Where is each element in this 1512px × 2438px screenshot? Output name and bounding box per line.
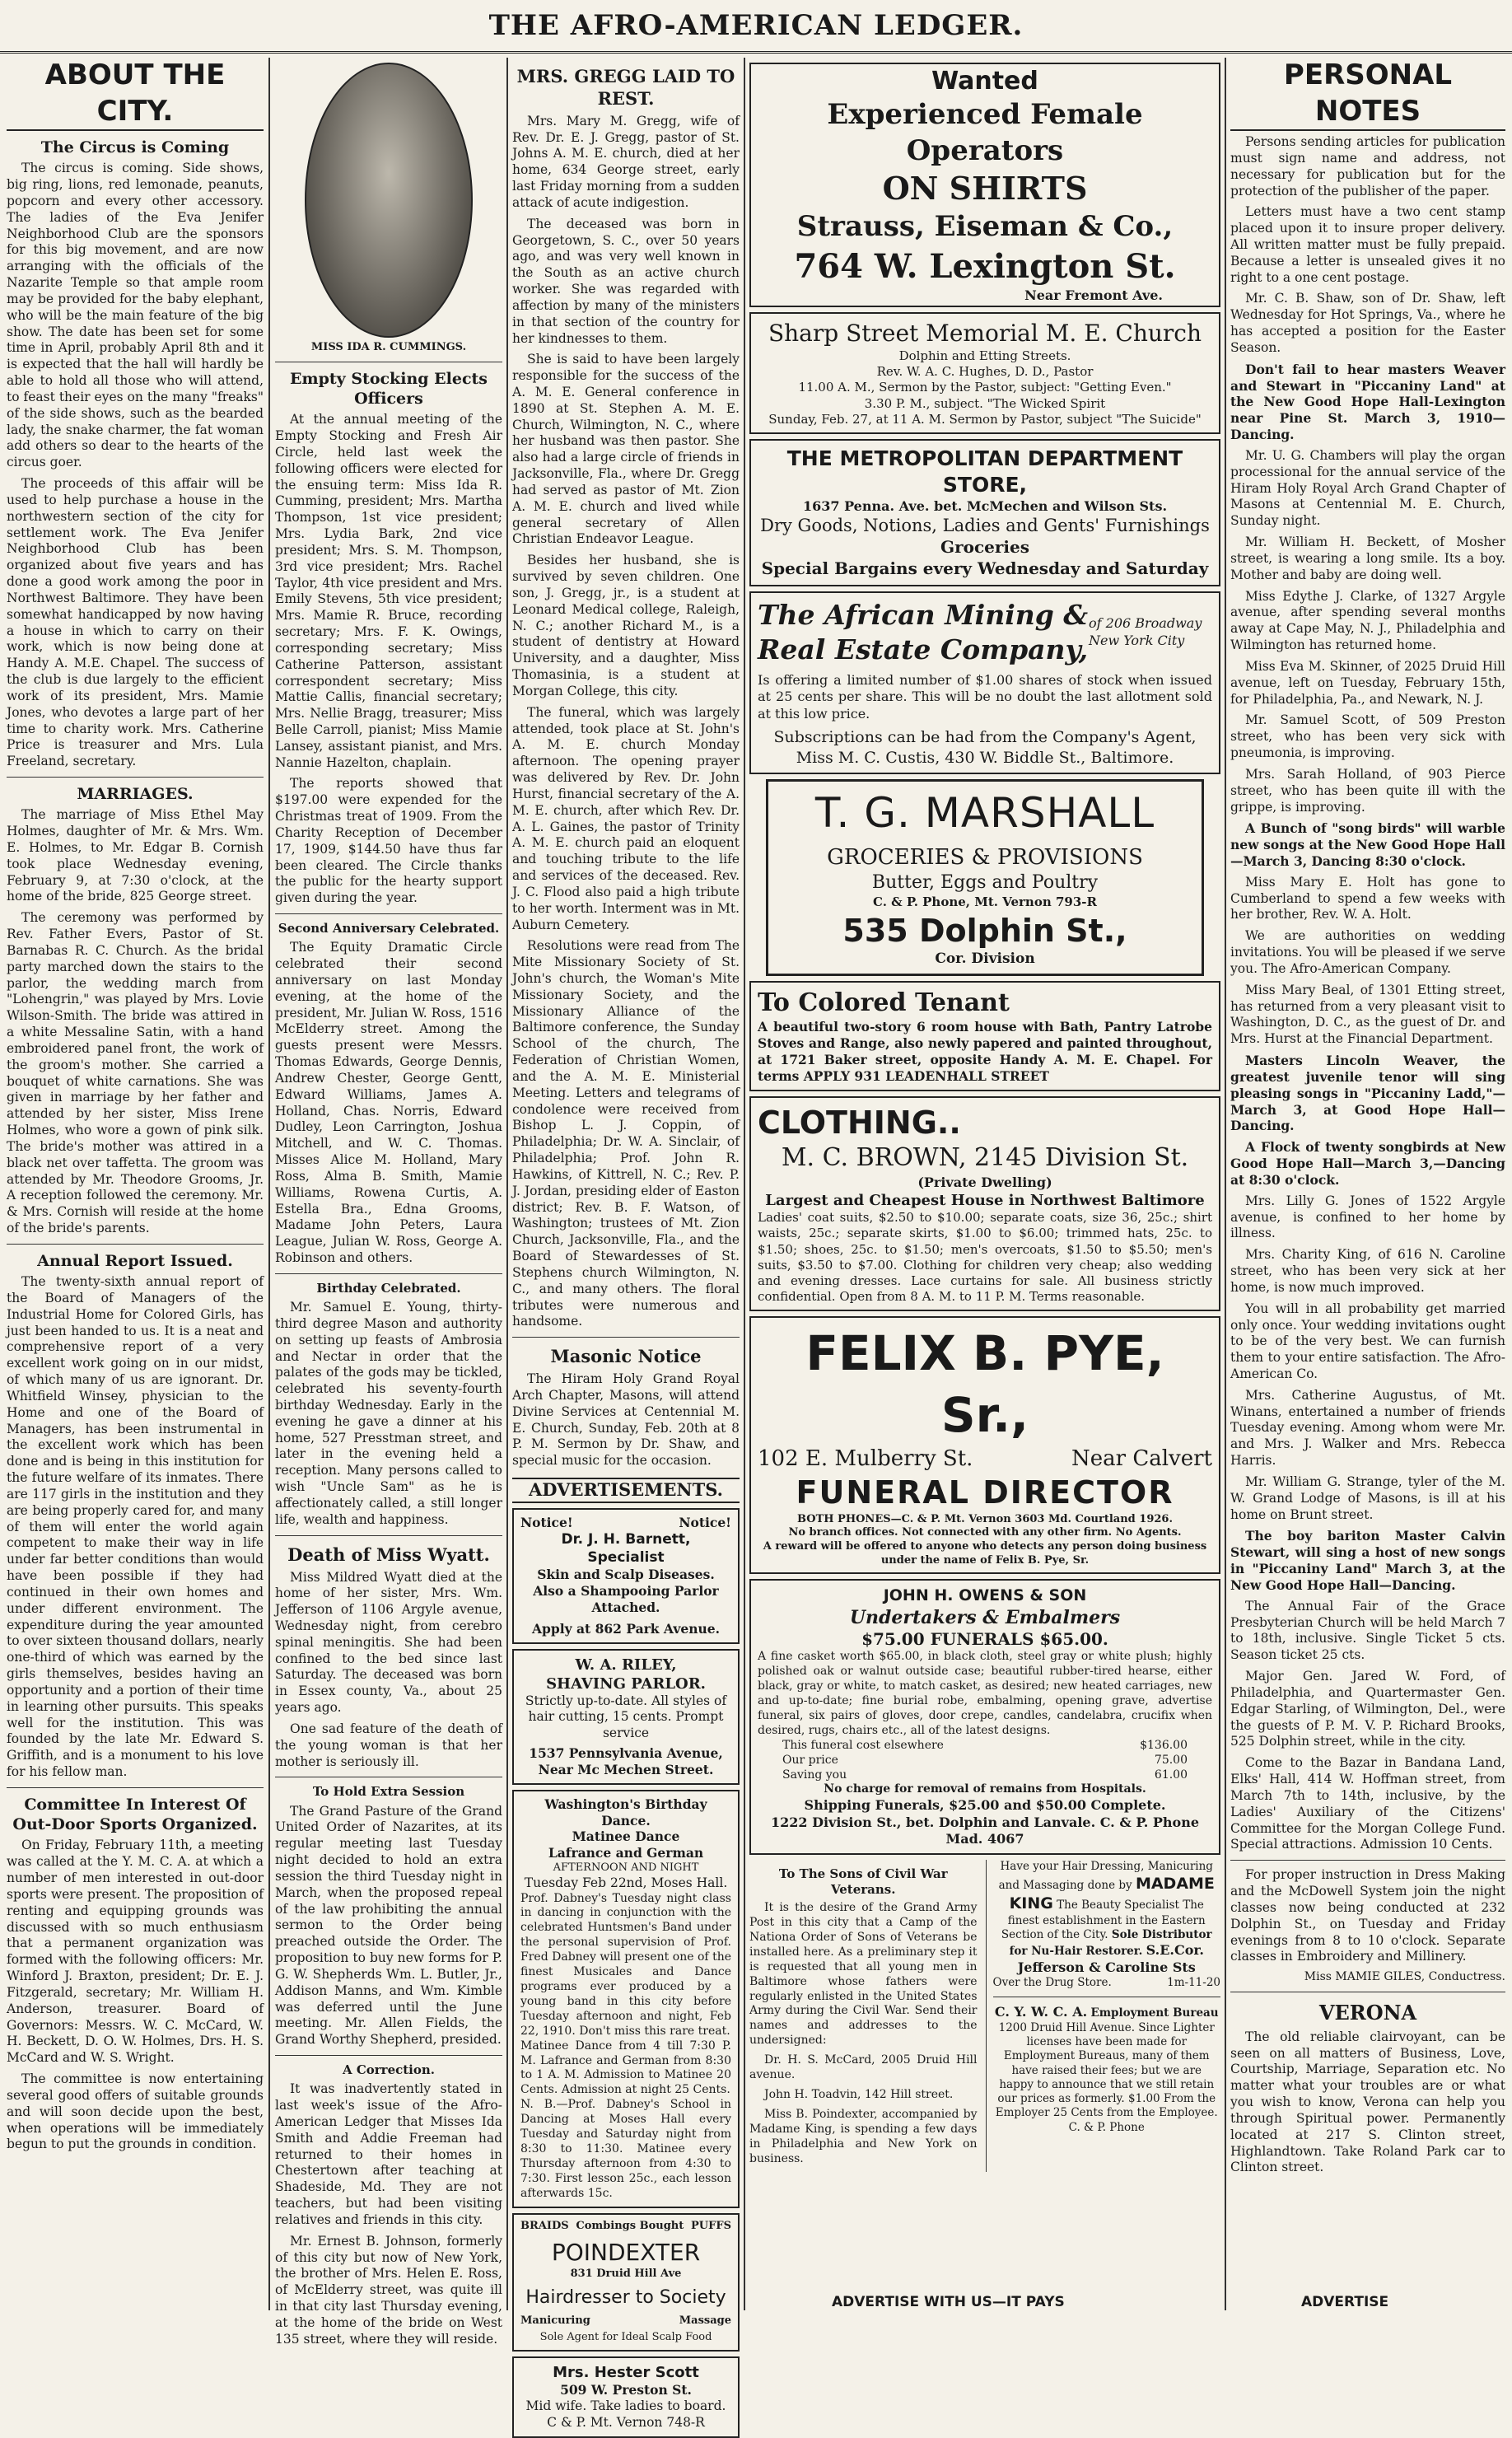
ywca-title: C. Y. W. C. A. — [994, 2004, 1088, 2020]
stocking-paragraph: The reports showed that $197.00 were expended for the Christmas treat of 1909. From the Charity Reception of December 17, 1909, $144.50 have thus far been cleared. The Circle thanks the public for the hearty support given during the year. — [275, 776, 502, 906]
barnett-ad — [512, 1508, 740, 1644]
owens-price: $75.00 FUNERALS $65.00. — [861, 1628, 1108, 1649]
owens-name: JOHN H. OWENS & SON — [883, 1586, 1087, 1605]
metropolitan-line: Dry Goods, Notions, Ladies and Gents' Furnishings — [760, 516, 1210, 536]
king-top: Have your Hair Dressing, Manicuring and Massaging done by — [998, 1859, 1213, 1892]
column-society — [275, 58, 502, 2347]
pye-address: 102 E. Mulberry St. — [758, 1446, 973, 1471]
poindexter-address: 831 Druid Hill Ave — [570, 2268, 682, 2281]
personal-note: Mr. William H. Beckett, of Mosher street, is wearing a long smile. Its a boy. Mother and baby are doing well. — [1230, 535, 1505, 582]
mining-body: Is offering a limited number of $1.00 shares of stock when issued at 25 cents per share. This will be no doubt the last allotment sold at this low price. — [758, 671, 1212, 722]
correction-paragraph: It was inadvertently stated in last week's issue of the Afro-American Ledger that Misses Ida Smith and Addie Freeman had returned to their homes in Chestertown after teaching at Shadeside, Md. They are not teachers, but had been visiting relatives and friends in this city. — [275, 2081, 502, 2227]
pye-near: Near Calvert — [1071, 1446, 1212, 1471]
dress-body: For proper instruction in Dress Making and the McDowell System join the night classes now being conducted at 232 Dolphin St., on Tuesday and Friday evenings from 8 to 10 o'clock. Separate classes in Embroidery and Millinery. — [1230, 1867, 1505, 1964]
birthday-title: Birthday Celebrated. — [316, 1280, 461, 1296]
poindexter-puffs: PUFFS — [691, 2219, 731, 2232]
portrait-photo — [305, 63, 473, 338]
marshall-phone: C. & P. Phone, Mt. Vernon 793-R — [873, 894, 1097, 910]
price-label: This funeral cost elsewhere — [782, 1738, 944, 1752]
session-paragraph: The Grand Pasture of the Grand United Order of Nazarites, at its regular meeting last Tuesday night decided to hold an extra session the third Tuesday night in March, when the proposed repeal of the law prohibiting the annual sermon to the Order being preached outside the Order. The proposition to buy new forms for P. G. W. Shepherds Wm. L. Butler, Jr., Addison Manns, and Wm. Kimble was deferred until the June meeting. Mr. Allen Fields, the Grand Worthy Shepherd, presided. — [275, 1803, 502, 2048]
marshall-line: GROCERIES & PROVISIONS — [827, 845, 1143, 871]
dance-body: Prof. Dabney's Tuesday night class in dancing in conjunction with the celebrated Huntsmen's Band under the personal supervision of Prof. Fred Dabney will present one of the finest Musicales and Dance programs ever produced by a young band in this city before Tuesday afternoon and night, Feb 22, 1910. Don't miss this rare treat. — [520, 1891, 731, 2038]
pye-title: FUNERAL DIRECTOR — [796, 1474, 1174, 1511]
veterans-line: John H. Toadvin, 142 Hill street. — [764, 2087, 954, 2101]
personal-note: The boy bariton Master Calvin Stewart, will sing a host of new songs in "Piccaniny Land" March 3, at the New Good Hope Hall—Dancing. — [1230, 1528, 1505, 1593]
veterans-line: Dr. H. S. McCard, 2005 Druid Hill avenue. — [749, 2053, 978, 2082]
advertisements-title: ADVERTISEMENTS. — [512, 1478, 740, 1503]
column-advertisements — [749, 58, 1220, 2310]
owens-line: No charge for removal of remains from Hospitals. — [824, 1782, 1146, 1796]
clothing-body: Ladies' coat suits, $2.50 to $10.00; separate coats, size 36, 25c.; shirt waists, 25c.; separate skirts, $1.00 to $6.00; trimmed hats, 25c. to $1.50; shoes, 25c. to $1.50; men's overcoats, $1.50 to $5.50; men's suits, $3.50 to $7.00. Clothing for children very cheap; also wedding and evening dresses. Lace curtains for sale. All business strictly confidential. Open from 8 A. M. to 11 P. M. Terms reasonable. — [758, 1210, 1212, 1305]
pye-name: FELIX B. PYE, Sr., — [805, 1325, 1164, 1443]
committee-title: Committee In Interest Of Out-Door Sports Organized. — [12, 1795, 258, 1834]
barnett-name: Dr. J. H. Barnett, Specialist — [561, 1530, 691, 1566]
personal-note: A Bunch of "song birds" will warble new songs at the New Good Hope Hall—March 3, Dancing 8:30 o'clock. — [1230, 820, 1505, 869]
scott-address: 509 W. Preston St. — [560, 2382, 692, 2398]
wyatt-title: Death of Miss Wyatt. — [287, 1544, 490, 1565]
personal-note: Mr. William G. Strange, tyler of the M. W. Grand Lodge of Masons, is ill at his home on Brunt street. — [1230, 1474, 1505, 1522]
metropolitan-line: 1637 Penna. Ave. bet. McMechen and Wilson Sts. — [802, 497, 1168, 514]
correction-title: A Correction. — [342, 2062, 436, 2078]
gregg-paragraph: Besides her husband, she is survived by seven children. One son, J. Gregg, jr., is a student at Leonard Medical college, Raleigh, N. C.; another Richard M., is a student of dentistry at Howard University, and a daughter, Miss Thomasinia, is a student at Morgan College, this city. — [512, 553, 740, 698]
scott-name: Mrs. Hester Scott — [553, 2364, 699, 2382]
stocking-paragraph: At the annual meeting of the Empty Stocking and Fresh Air Circle, held last week the following officers were elected for the ensuing term: Miss Ida R. Cumming, president; Mrs. Martha Thompson, 1st vice president; Mrs. Lydia Bark, 2nd vice president; Mrs. S. M. Thompson, 3rd vice president; Mrs. Rachel Taylor, 4th vice president and Mrs. Emily Stevens, 5th vice president; Mrs. Mamie R. Bruce, recording secretary; Mrs. F. K. Owings, corresponding secretary; Miss Catherine Patterson, assistant correspondent secretary; Miss Mattie Callis, financial secretary; Mrs. Nellie Bragg, treasurer; Miss Belle Carroll, pianist; Miss Mamie Lansey, assistant pianist, and Mrs. Nannie Hazelton, chaplain. — [275, 412, 502, 770]
personal-note: You will in all probability get married only once. Your wedding invitations ought to be of the very best. We can furnish them to your entire satisfaction. The Afro-American Co. — [1230, 1301, 1505, 1381]
owens-price-row — [758, 1739, 1212, 1754]
report-paragraph: The twenty-sixth annual report of the Board of Managers of the Industrial Home for Colored Girls, has just been handed to us. It is a neat and comprehensive report of a very excellent work going on in our midst, of which many of us are ignorant. Dr. Whitfield Winsey, physician to the Home and one of the Board of Managers, has been instrumental in the excellent work which has been done and is being in this institution for the future welfare of its inmates. There are 117 girls in the institution and they are being properly cared for, and many of them will enter the world again competent to make their way in life under far better conditions than would have been possible if they had continued in their own homes and under different environment. The expenditure during the year amounted to over sixteen thousand dollars, nearly one-third of which was earned by the girls themselves, besides having an opportunity and a portion of their time in learning other pursuits. This speaks well for the institution. This was founded by the late Mr. Edward S. Griffith, and is a monument to his love for his fellow man. — [7, 1274, 264, 1779]
gregg-paragraph: The deceased was born in Georgetown, S. C., over 50 years ago, and was very well known in the South as an active church worker. She was regarded with affection by many of the ministers in that section of the country for her kindnesses to them. — [512, 216, 740, 346]
church-ad — [749, 312, 1220, 434]
dance-body: Matinee Dance from 4 till 7:30 P. M. Lafrance and German from 8:30 to 1 A. M. Admission to Matinee 20 Cents. Admission at night 25 Cents. — [520, 2039, 731, 2097]
king-line: Over the Drug Store. — [992, 1976, 1112, 1990]
mining-address: of 206 Broadway — [1089, 615, 1202, 632]
operators-address: 764 W. Lexington St. — [794, 246, 1176, 286]
personal-note: Mr. Samuel Scott, of 509 Preston street, who has been very sick with pneumonia, is improving. — [1230, 712, 1505, 761]
committee-paragraph: On Friday, February 11th, a meeting was called at the Y. M. C. A. at which a number of men interested in out-door sports were present. The proposition of renting and equipping grounds was discussed with so much enthusiasm that a permanent organization was formed with the following officers: Mr. Winford J. Braxton, president; Dr. E. J. Fitzgerald, secretary; Mr. William H. Anderson, treasurer. Board of Governors: Messrs. W. C. McCard, W. H. Beckett, D. O. W. Holmes, Drs. H. S. McCard and W. S. Wright. — [7, 1838, 264, 2066]
gregg-paragraph: Resolutions were read from The Mite Missionary Society of St. John's church, the Woman's Mite Missionary Society, and the Missionary Alliance of the Baltimore conference, the Sunday School of the church, The Federation of Christian Women, and the A. M. E. Ministerial Meeting. Letters and telegrams of condolence were received from Bishop L. J. Coppin, of Philadelphia; Dr. W. A. Sinclair, of Philadelphia; Prof. John R. Hawkins, of Kittrell, N. C.; Rev. P. J. Jordan, presiding elder of Easton district; Rev. B. F. Watson, of Washington; trustees of Mt. Zion Church, Jacksonville, Fla., and the Board of Stewardesses of St. Stephens church Wilmington, N. C., and many others. The floral tributes were numerous and handsome. — [512, 938, 740, 1329]
poindexter-agent: Sole Agent for Ideal Scalp Food — [539, 2331, 712, 2344]
clothing-name: M. C. BROWN, 2145 Division St. — [781, 1143, 1189, 1173]
dress-sign: Miss MAMIE GILES, Conductress. — [1304, 1970, 1505, 1984]
veterans-body: It is the desire of the Grand Army Post in this city that a Camp of the Nationa Order of Sons of Veterans be installed here. As a preliminary step it is requested that all young men in Baltimore whose fathers were regularly enlisted in the United States Army during the Civil War. Send their names and addresses to the undersigned: — [749, 1901, 978, 2048]
wyatt-paragraph: One sad feature of the death of the young woman is that her mother is seriously ill. — [275, 1721, 502, 1769]
masthead: THE AFRO-AMERICAN LEDGER. — [0, 0, 1512, 54]
personal-note: Persons sending articles for publication must sign name and address, not necessary for publication but for the protection of the publisher of the paper. — [1230, 134, 1505, 198]
column-personal-notes — [1230, 58, 1505, 2310]
stocking-title: Empty Stocking Elects Officers — [290, 369, 488, 408]
owens-title: Undertakers & Embalmers — [849, 1606, 1121, 1628]
tenant-body: A beautiful two-story 6 room house with Bath, Pantry Latrobe Stoves and Range, also newly papered and painted throughout, at 1721 Baker street, opposite Handy A. M. E. Chapel. For terms APPLY 931 LEADENHALL STREET — [758, 1019, 1212, 1084]
circus-title: The Circus is Coming — [40, 138, 230, 157]
clothing-line: (Private Dwelling) — [917, 1174, 1052, 1190]
riley-address: 1537 Pennsylvania Avenue, Near Mc Mechen Street. — [529, 1745, 723, 1777]
king-line: S.E.Cor. Jefferson & Caroline Sts — [1017, 1942, 1204, 1975]
veterans-title: To The Sons of Civil War Veterans. — [778, 1866, 948, 1897]
church-line: 11.00 A. M., Sermon by the Pastor, subject: "Getting Even." — [798, 380, 1172, 395]
price-label: Saving you — [782, 1768, 847, 1782]
mining-title: Real Estate Company, — [758, 633, 1089, 666]
poindexter-combings: Combings Bought — [576, 2219, 684, 2232]
personal-note: Miss Edythe J. Clarke, of 1327 Argyle avenue, after spending several months away at Cape May, N. J., Philadelphia and Wilmington has returned home. — [1230, 588, 1505, 653]
circus-paragraph: The proceeds of this affair will be used to help purchase a house in the northwestern section of the city for settlement work. The Eva Jenifer Neighborhood Club has been organized about five years and has done a good work among the poor in Northwest Baltimore. They have been somewhat handicapped by now having a house in which to carry on their work, which is now being done at Handy A. M.E. Chapel. The success of the club is due largely to the efficient work of its president, Mrs. Mamie Jones, who devotes a large part of her time to charity work. Mrs. Catherine Price is treasurer and Mrs. Lula Freeland, secretary. — [7, 476, 264, 769]
about-the-city-heading: ABOUT THE CITY. — [7, 58, 264, 131]
ywca-line: Employment Bureau — [1090, 2006, 1219, 2020]
price-value: $136.00 — [1140, 1738, 1188, 1752]
report-title: Annual Report Issued. — [37, 1251, 233, 1270]
mining-ad — [749, 591, 1220, 775]
pye-ad — [749, 1316, 1220, 1574]
mining-body: Subscriptions can be had from the Company's Agent, Miss M. C. Custis, 430 W. Biddle St., Baltimore. — [773, 728, 1197, 767]
personal-note: Mrs. Charity King, of 616 N. Caroline street, who has been very sick at her home, is now much improved. — [1230, 1247, 1505, 1295]
verona-title: VERONA — [1318, 2001, 1417, 2025]
poindexter-ad — [512, 2213, 740, 2352]
ywca-line: 1200 Druid Hill Avenue. — [998, 2020, 1135, 2034]
marshall-line: Butter, Eggs and Poultry — [871, 872, 1099, 894]
riley-body: Strictly up-to-date. All styles of hair cutting, 15 cents. Prompt service — [525, 1693, 727, 1741]
personal-note: Mrs. Lilly G. Jones of 1522 Argyle avenue, is confined to her home by illness. — [1230, 1193, 1505, 1241]
dance-body: N. B.—Prof. Dabney's School in Dancing at Moses Hall every Tuesday and Saturday night from 8:30 to 11:30. Matinee every Thursday afternoon from 4:30 to 7:30. First lesson 25c., each lesson afterwards 15c. — [520, 2098, 731, 2200]
footer-advertise: ADVERTISE — [1301, 2294, 1389, 2310]
masonic-title: Masonic Notice — [550, 1346, 702, 1367]
metropolitan-ad — [749, 439, 1220, 586]
marriages-paragraph: The marriage of Miss Ethel May Holmes, daughter of Mr. & Mrs. Wm. E. Holmes, to Mr. Edgar B. Cornish took place Wednesday evening, February 9, at 7:30 o'clock, at the home of the bride, 825 George street. — [7, 807, 264, 904]
marshall-ad — [766, 779, 1204, 976]
king-line: The finest establishment in the Eastern Section of the City. — [1001, 1899, 1206, 1941]
price-label: Our price — [782, 1753, 838, 1767]
personal-note: We are authorities on wedding invitations. You will be pleased if we serve you. The Afro-American Company. — [1230, 928, 1505, 976]
church-line: 3.30 P. M., subject. "The Wicked Spirit — [864, 395, 1106, 411]
personal-note: Mr. C. B. Shaw, son of Dr. Shaw, left Wednesday for Hot Springs, Va., where he has accepted a position for the Easter Season. — [1230, 291, 1505, 355]
ywca-line: C. & P. Phone — [1068, 2120, 1145, 2134]
scott-phone: C & P. Mt. Vernon 748-R — [547, 2414, 705, 2430]
wyatt-paragraph: Miss Mildred Wyatt died at the home of her sister, Mrs. Wm. Jefferson of 1106 Argyle avenue, Wednesday night, from cerebro spinal meningitis. She had been confined to the bed since last Saturday. The deceased was born in Essex county, Va., about 25 years ago. — [275, 1569, 502, 1716]
riley-name: W. A. RILEY, — [575, 1656, 677, 1674]
king-name: MADAME KING — [1009, 1875, 1215, 1913]
pye-phones: BOTH PHONES—C. & P. Mt. Vernon 3603 Md. Courtland 1926. — [797, 1512, 1173, 1525]
personal-note: Don't fail to hear masters Weaver and Stewart in "Piccaniny Land" at the New Good Hope Hall-Lexington near Pine St. March 3, 1910—Dancing. — [1230, 361, 1505, 443]
dance-line: AFTERNOON AND NIGHT — [553, 1861, 699, 1875]
owens-body: A fine casket worth $65.00, in black cloth, steel gray or white plush; highly polished oak or walnut outside case; beautiful rubber-tired hearse, either black, gray or white, to match casket, as desired; new heated carriages, new and up-to-date; fine burial robe, embalming, opening grave, advertise funeral, six pairs of gloves, door crepe, candles, candelabra, crucifix when desired, rugs, chairs etc., all of the latest designs. — [758, 1650, 1212, 1737]
personal-notes-heading: PERSONAL NOTES — [1230, 58, 1505, 131]
owens-price-row — [758, 1768, 1212, 1783]
personal-note: Mrs. Catherine Augustus, of Mt. Winans, entertained a number of friends Tuesday evening. Among whom were Mr. and Mrs. J. Walker and Mrs. Rebecca Harris. — [1230, 1387, 1505, 1469]
personal-note: Mr. U. G. Chambers will play the organ processional for the annual service of the Hiram Holy Royal Arch Grand Chapter of Masons at Centennial M. E. Church, Sunday night. — [1230, 447, 1505, 529]
personal-note: Letters must have a two cent stamp placed upon it to insure proper delivery. All written matter must be fully prepaid. Because a letter is unsealed gives it no right to a one cent postage. — [1230, 204, 1505, 285]
church-line: Rev. W. A. C. Hughes, D. D., Pastor — [876, 364, 1094, 380]
operators-near: Near Fremont Ave. — [1024, 287, 1163, 303]
personal-note: Mrs. Sarah Holland, of 903 Pierce street, who has been quite ill with the grippe, is improving. — [1230, 766, 1505, 815]
king-line: The Beauty Specialist — [1057, 1899, 1179, 1913]
dance-line: Matinee Dance — [572, 1828, 680, 1845]
notice-right: Notice! — [679, 1514, 731, 1530]
personal-note: Major Gen. Jared W. Ford, of Philadelphia, and Quartermaster Gen. Edgar Starling, of Wilmington, Del., were the guests of P. M. V. P. Richard Brooks, 525 Dolphin street, while in the city. — [1230, 1669, 1505, 1749]
footer — [0, 2294, 1512, 2317]
pye-line: A reward will be offered to anyone who detects any person doing business under the name of Felix B. Pye, Sr. — [763, 1539, 1207, 1567]
poindexter-title: Hairdresser to Society — [525, 2286, 726, 2308]
dance-line: Tuesday Feb 22nd, Moses Hall. — [524, 1875, 728, 1890]
gregg-title: MRS. GREGG LAID TO REST. — [516, 66, 735, 109]
marshall-address: 535 Dolphin St., — [842, 912, 1127, 949]
committee-paragraph: The committee is now entertaining several good offers of suitable grounds and will soon decide upon the best, when operations will be immediately begun to put the grounds in condition. — [7, 2071, 264, 2152]
veterans-body: Miss B. Poindexter, accompanied by Madame King, is spending a few days in Philadelphia and New York on business. — [749, 2107, 978, 2165]
poindexter-name: POINDEXTER — [551, 2239, 701, 2267]
church-line: Sunday, Feb. 27, at 11 A. M. Sermon by Pastor, subject "The Suicide" — [768, 411, 1202, 427]
barnett-address: Apply at 862 Park Avenue. — [532, 1620, 720, 1637]
dance-title: Washington's Birthday Dance. — [544, 1796, 707, 1828]
owens-price-row — [758, 1754, 1212, 1768]
clothing-title: CLOTHING.. — [758, 1104, 961, 1141]
session-title: To Hold Extra Session — [312, 1784, 465, 1800]
verona-body: The old reliable clairvoyant, can be seen on all matters of Business, Love, Courtship, Marriage, Separation etc. No matter what your troubles are or what you wish to know, Verona can help you through Spiritual power. Permanently located at 217 S. Clinton street, Highlandtown. Take Roland Park car to Clinton street. — [1230, 2029, 1505, 2175]
bottom-ads-row — [749, 1860, 1220, 2172]
masonic-paragraph: The Hiram Holy Grand Royal Arch Chapter, Masons, will attend Divine Services at Centennial M. E. Church, Sunday, Feb. 20th at 8 P. M. Sermon by Dr. Shaw, and special music for the occasion. — [512, 1371, 740, 1469]
barnett-line: Skin and Scalp Diseases. — [537, 1567, 715, 1583]
poindexter-manicuring: Manicuring — [520, 2314, 590, 2327]
portrait-caption: MISS IDA R. CUMMINGS. — [310, 341, 467, 353]
metropolitan-title: THE METROPOLITAN DEPARTMENT STORE, — [786, 446, 1183, 497]
clothing-line: Largest and Cheapest House in Northwest Baltimore — [765, 1192, 1205, 1210]
scott-line: Mid wife. Take ladies to board. — [525, 2398, 726, 2413]
operators-line: ON SHIRTS — [882, 170, 1088, 208]
personal-note: A Flock of twenty songbirds at New Good Hope Hall—March 3,—Dancing at 8:30 o'clock. — [1230, 1139, 1505, 1188]
metropolitan-line: Special Bargains every Wednesday and Saturday — [761, 558, 1209, 578]
church-line: Dolphin and Etting Streets. — [898, 348, 1071, 364]
personal-note: Miss Mary Beal, of 1301 Etting street, has returned from a very pleasant visit to Washington, D. C., as the guest of Dr. and Mrs. Hurst at the Financial Department. — [1230, 982, 1505, 1047]
pye-line: No branch offices. Not connected with any other firm. No Agents. — [788, 1526, 1182, 1539]
barnett-line: Attached. — [591, 1599, 660, 1615]
riley-ad — [512, 1649, 740, 1785]
marshall-line: Cor. Division — [935, 950, 1035, 968]
dance-ad — [512, 1790, 740, 2208]
operators-ad — [749, 63, 1220, 307]
marshall-name: T. G. MARSHALL — [814, 789, 1155, 838]
personal-note: The Annual Fair of the Grace Presbyterian Church will be held March 7 to 18th, inclusive. Single Ticket 5 cts. Season ticket 25 cts. — [1230, 1598, 1505, 1663]
column-news-ads — [512, 58, 740, 2430]
anniversary-paragraph: The Equity Dramatic Circle celebrated their second anniversary on last Monday evening, at the home of the president, Mr. Julian W. Ross, 1516 McElderry street. Among the guests present were Messrs. Thomas Edwards, George Dennis, Andrew Chester, George Gentt, Edward Williams, James A. Holland, Chas. Norris, Edward Dudley, Leon Carrington, Joshua Mitchell, and W. C. Thomas. Misses Alice M. Holland, Mary Ross, Alma B. Smith, Mamie Williams, Rowena Curtis, A. Estella Bra., Edna Grooms, Madame John Peters, Laura League, Julian W. Ross, George A. Robinson and others. — [275, 940, 502, 1266]
personal-note: Miss Mary E. Holt has gone to Cumberland to spend a few weeks with her brother, Rev. W. A. Holt. — [1230, 874, 1505, 922]
personal-note: Miss Eva M. Skinner, of 2025 Druid Hill avenue, left on Tuesday, February 15th, for Philadelphia, Pa., and Newark, N. J. — [1230, 658, 1505, 707]
personal-note: Masters Lincoln Weaver, the greatest juvenile tenor will sing pleasing songs in "Piccaniny Ladd,"—March 3, at Good Hope Hall—Dancing. — [1230, 1053, 1505, 1134]
correction-paragraph: Mr. Ernest B. Johnson, formerly of this city but now of New York, the brother of Mrs. Helen E. Ross, of McElderry street, was quite ill in that city last Thursday evening, at the home of the bride on West 135 street, where they will reside. — [275, 2233, 502, 2347]
gregg-paragraph: Mrs. Mary M. Gregg, wife of Rev. Dr. E. J. Gregg, pastor of St. Johns A. M. E. church, died at her home, 634 George street, early last Friday morning from a sudden attack of acute indigestion. — [512, 113, 740, 210]
operators-wanted: Wanted — [931, 67, 1038, 96]
price-value: 61.00 — [1154, 1768, 1188, 1782]
poindexter-massage: Massage — [679, 2314, 731, 2327]
notes-list — [1230, 134, 1505, 1853]
dance-line: Lafrance and German — [548, 1845, 704, 1861]
poindexter-braids: BRAIDS — [520, 2219, 569, 2232]
riley-title: SHAVING PARLOR. — [546, 1674, 706, 1693]
owens-ad — [749, 1579, 1220, 1855]
notice-left: Notice! — [520, 1514, 573, 1530]
column-about-the-city — [7, 58, 264, 2310]
footer-advertise-pays: ADVERTISE WITH US—IT PAYS — [832, 2294, 1065, 2310]
circus-paragraph: The circus is coming. Side shows, big ring, lions, red lemonade, peanuts, popcorn and every other accessory. The ladies of the Eva Jenifer Neighborhood Club are the sponsors for this big movement, and are now arranging with the officials of the Nazarite Temple so that ample room may be provided for the baby elephant, who will be the main feature of the big show. The date has been set for some time in April, probably April 8th and it is expected that the hall will hardly be able to hold all those who will attend, to feast their eyes on the many "freaks" of the side shows, such as the bearded lady, the snake charmer, the fat woman add others so dear to the hearts of the circus goer. — [7, 161, 264, 470]
price-value: 75.00 — [1154, 1753, 1188, 1767]
ywca-body: Since Lighter licenses have been made for Employment Bureaus, many of them have raised their fees; but we are happy to announce that we still retain our prices as formerly. $1.00 From the Employer 25 Cents from the Employee. — [995, 2020, 1218, 2120]
owens-line: 1222 Division St., bet. Dolphin and Lanvale. C. & P. Phone Mad. 4067 — [770, 1814, 1200, 1847]
barnett-line: Also a Shampooing Parlor — [533, 1583, 719, 1600]
king-code: 1m-11-20 — [1167, 1976, 1220, 1990]
operators-line: Experienced Female Operators — [827, 98, 1143, 167]
king-line: Sole Distributor for Nu-Hair Restorer. — [1009, 1927, 1212, 1959]
metropolitan-line: Groceries — [940, 537, 1029, 558]
scott-ad — [512, 2356, 740, 2438]
personal-note: Come to the Bazar in Bandana Land, Elks' Hall, 414 W. Hoffman street, from March 7th to 14th, inclusive, by the Ladies' Auxiliary of the Citizens' Committee for the Morgan College Fund. Special attractions. Admission 10 Cents. — [1230, 1755, 1505, 1852]
birthday-paragraph: Mr. Samuel E. Young, thirty-third degree Mason and authority on setting up feasts of Ambrosia and Nectar in order that the palates of the gods may be tickled, celebrated his seventy-fourth birthday Wednesday. Early in the evening he gave a dinner at his home, 527 Presstman street, and later in the evening held a reception. Many persons called to wish "Uncle Sam" as he is affectionately called, a still longer life, wealth and happiness. — [275, 1300, 502, 1527]
mining-address: New York City — [1089, 632, 1185, 648]
anniversary-title: Second Anniversary Celebrated. — [278, 921, 500, 936]
church-title: Sharp Street Memorial M. E. Church — [768, 320, 1202, 348]
operators-line: Strauss, Eiseman & Co., — [796, 210, 1174, 244]
clothing-ad — [749, 1096, 1220, 1312]
marriages-paragraph: The ceremony was performed by Rev. Father Evers, Pastor of St. Barnabas R. C. Church. As the bridal party marched down the stairs to the parlor, the wedding march from "Lohengrin," was played by Mrs. Lovie Wilson-Smith. The bride was attired in a white Messaline Satin, with a hand embroidered panel front, the work of the groom's mother. She carried a bouquet of white carnations. She was given in marriage by her father and attended by her sister, Miss Irene Holmes, who wore a gown of pink silk. The bride's mother was attired in a black net over taffetta. The groom was attended by Mr. Theodore Grooms, Jr. A reception followed the ceremony. Mr. & Mrs. Cornish will reside at the home of the bride's parents. — [7, 910, 264, 1235]
tenant-title: To Colored Tenant — [758, 988, 1010, 1017]
mining-title: The African Mining & — [758, 598, 1089, 631]
owens-line: Shipping Funerals, $25.00 and $50.00 Complete. — [804, 1797, 1166, 1814]
gregg-paragraph: She is said to have been largely responsible for the success of the A. M. E. General conference in 1890 at St. Stephen A. M. E. Church, Wilmington, N. C., where her husband was then pastor. She also had a large circle of friends in Jacksonville, Fla., where Dr. Gregg had served as pastor of Mt. Zion A. M. E. church and lived while general secretary of Allen Christian Endeavor League. — [512, 352, 740, 547]
marriages-title: MARRIAGES. — [77, 784, 194, 803]
gregg-paragraph: The funeral, which was largely attended, took place at St. John's A. M. E. church Monday afternoon. The opening prayer was delivered by Rev. Dr. John Hurst, financial secretary of the A. M. E. church, after which Rev. Dr. A. L. Gaines, the pastor of Trinity A. M. E. church paid an eloquent and touching tribute to the life and services of the deceased. Rev. J. C. Flood also paid a high tribute to her worth. Interment was in Mt. Auburn Cemetery. — [512, 704, 740, 932]
tenant-ad — [749, 981, 1220, 1091]
